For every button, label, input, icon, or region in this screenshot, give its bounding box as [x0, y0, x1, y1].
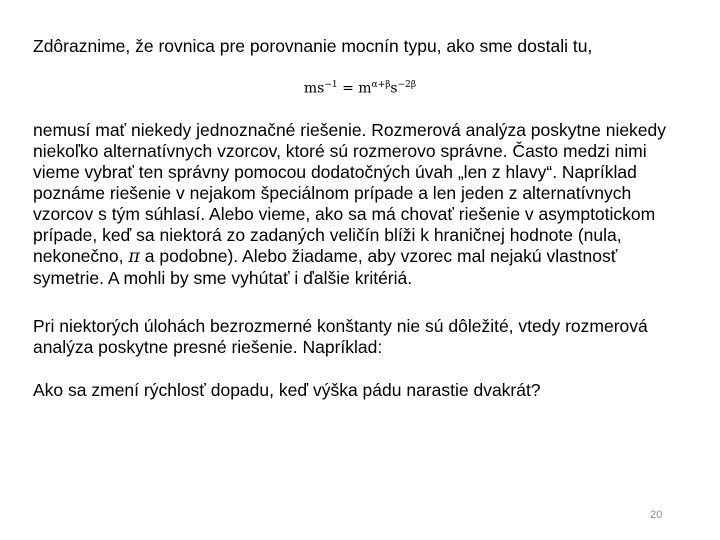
line-segment: a podobne). Alebo žiadame, aby vzorec mal nejakú vlastnosť [139, 246, 618, 266]
paragraph-1-line [33, 246, 666, 268]
paragraph-1 [33, 120, 666, 289]
eq-rhs-exponent-s: −2β [397, 80, 417, 90]
paragraph-1-line: vzorcov s tým súhlasí. Alebo vieme, ako sa má chovať riešenie v asymptotickom [33, 204, 656, 224]
question-text: Ako sa zmení rýchlosť dopadu, keď výška pádu narastie dvakrát? [33, 380, 541, 400]
eq-lhs-base: ms [303, 80, 325, 97]
pi-symbol: π [128, 247, 140, 267]
paragraph-1-line: niekoľko alternatívnych vzorcov, ktoré sú rozmerovo správne. Často medzi nimi [33, 141, 647, 161]
page-number: 20 [650, 509, 663, 521]
paragraph-1-line: poznáme riešenie v nejakom špeciálnom prípade a len jeden z alternatívnych [33, 183, 632, 203]
paragraph-1-line: vieme vybrať ten správny pomocou dodatočných úvah „len z hlavy“. Napríklad [33, 162, 637, 182]
eq-lhs-exponent: −1 [324, 80, 338, 90]
paragraph-2-line: Pri niektorých úlohách bezrozmerné konštanty nie sú dôležité, vtedy rozmerová [33, 316, 648, 336]
equation [0, 80, 720, 97]
intro-text: Zdôraznime, že rovnica pre porovnanie mocnín typu, ako sme dostali tu, [33, 36, 593, 56]
paragraph-1-line: nemusí mať niekedy jednoznačné riešenie. Rozmerová analýza poskytne niekedy [33, 120, 667, 140]
paragraph-1-line: symetrie. A mohli by sme vyhútať i ďalšie kritériá. [33, 268, 413, 288]
paragraph-1-line: prípade, keď sa niektorá zo zadaných veličín blíži k hraničnej hodnote (nula, [33, 225, 622, 245]
paragraph-2-line: analýza poskytne presné riešenie. Napríklad: [33, 337, 383, 357]
paragraph-2 [33, 316, 648, 358]
eq-rhs-exponent-m: α+β [371, 80, 391, 90]
line-segment: nekonečno, [33, 246, 129, 266]
eq-rhs-base-s: s [390, 80, 398, 97]
eq-equals: = [337, 80, 359, 97]
eq-rhs-base-m: m [358, 80, 372, 97]
